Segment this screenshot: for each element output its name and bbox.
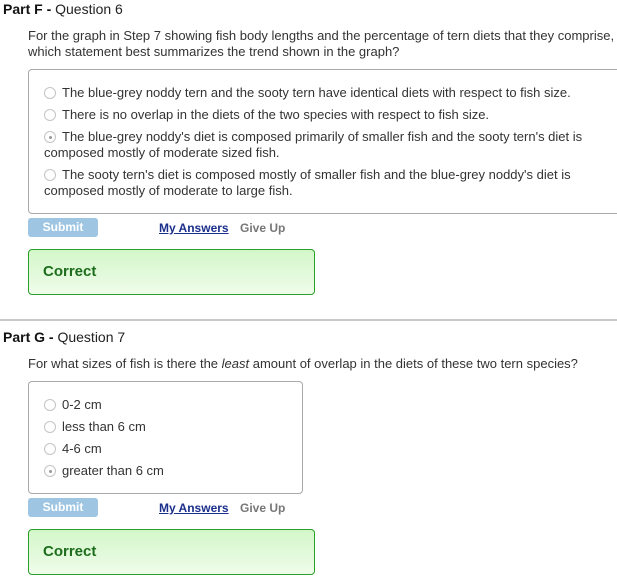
- option-label: The blue-grey noddy's diet is composed primarily of smaller fish and the sooty tern's diet is: [62, 129, 583, 144]
- radio-button-selected[interactable]: [44, 131, 56, 143]
- option-label: less than 6 cm: [62, 419, 146, 434]
- option-identical-diets[interactable]: [44, 85, 571, 101]
- part-g-my-answers-link[interactable]: My Answers: [159, 501, 229, 515]
- part-g-options: [28, 381, 303, 494]
- option-label: 0-2 cm: [62, 397, 102, 412]
- part-f-give-up-link[interactable]: Give Up: [240, 221, 286, 235]
- prompt-line: which statement best summarizes the trend shown in the graph?: [28, 44, 400, 59]
- option-label-continued: composed mostly of moderate sized fish.: [44, 145, 280, 160]
- prompt-text: For what sizes of fish is there the: [28, 356, 222, 371]
- option-sooty-smaller-fish[interactable]: [44, 167, 571, 199]
- option-label: There is no overlap in the diets of the two species with respect to fish size.: [62, 107, 490, 122]
- part-f-label: Part F -: [3, 1, 52, 17]
- prompt-line: For the graph in Step 7 showing fish body lengths and the percentage of tern diets that they comprise,: [28, 28, 615, 43]
- prompt-emphasis: least: [221, 356, 250, 371]
- part-g-header: [3, 329, 125, 345]
- option-label-continued: composed mostly of moderate to large fish.: [44, 183, 293, 198]
- part-f-prompt: [28, 28, 617, 60]
- option-label: The blue-grey noddy tern and the sooty tern have identical diets with respect to fish size.: [62, 85, 571, 100]
- option-no-overlap[interactable]: [44, 107, 489, 123]
- radio-button[interactable]: [44, 87, 56, 99]
- part-f-submit-button[interactable]: Submit: [28, 218, 98, 237]
- part-f-question-label: Question 6: [55, 1, 123, 17]
- radio-button[interactable]: [44, 443, 56, 455]
- prompt-text: amount of overlap in the diets of these two tern species?: [249, 356, 578, 371]
- part-f-feedback-box: [28, 249, 315, 295]
- radio-button-selected[interactable]: [44, 465, 56, 477]
- option-0-2-cm[interactable]: [44, 397, 102, 413]
- part-g-prompt: [28, 356, 617, 372]
- radio-button[interactable]: [44, 169, 56, 181]
- part-f-options: [28, 69, 617, 214]
- part-g-submit-button[interactable]: Submit: [28, 498, 98, 517]
- option-label: 4-6 cm: [62, 441, 102, 456]
- radio-button[interactable]: [44, 421, 56, 433]
- option-noddy-smaller-fish[interactable]: [44, 129, 582, 161]
- section-divider: [0, 319, 617, 321]
- option-4-6-cm[interactable]: [44, 441, 102, 457]
- option-greater-than-6-cm[interactable]: [44, 463, 164, 479]
- part-g-give-up-link[interactable]: Give Up: [240, 501, 286, 515]
- radio-button[interactable]: [44, 109, 56, 121]
- part-g-question-label: Question 7: [57, 329, 126, 345]
- option-label: The sooty tern's diet is composed mostly of smaller fish and the blue-grey noddy's diet is: [62, 167, 571, 182]
- radio-button[interactable]: [44, 399, 56, 411]
- correct-feedback-text: Correct: [43, 263, 97, 280]
- part-g-feedback-box: [28, 529, 315, 575]
- part-g-label: Part G -: [3, 329, 54, 345]
- correct-feedback-text: Correct: [43, 543, 97, 560]
- option-label: greater than 6 cm: [62, 463, 164, 478]
- part-f-my-answers-link[interactable]: My Answers: [159, 221, 229, 235]
- option-less-than-6-cm[interactable]: [44, 419, 146, 435]
- part-f-header: [3, 1, 123, 17]
